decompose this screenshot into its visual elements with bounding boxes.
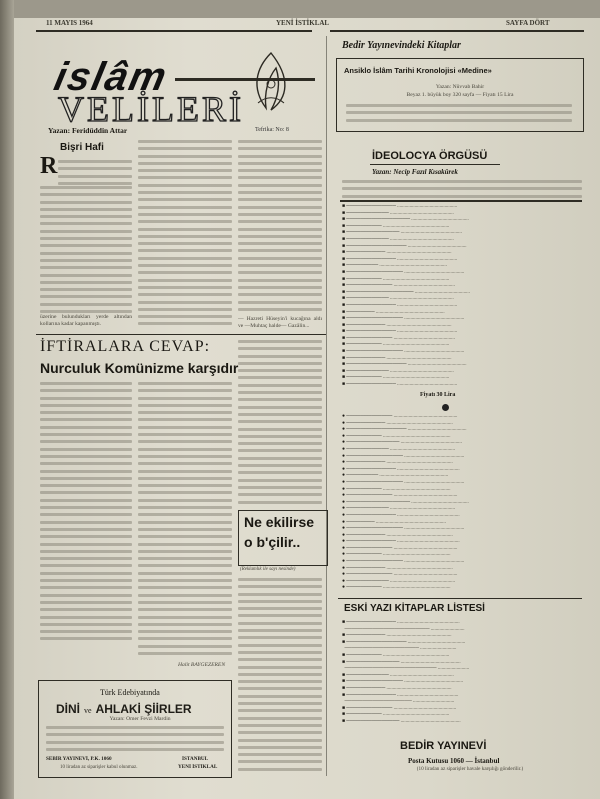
ideoloji-rule-2 bbox=[340, 200, 582, 202]
page-header bbox=[36, 16, 584, 30]
islam-author: Yazan: Feridüddin Attar bbox=[48, 126, 128, 135]
islam-col1-lead bbox=[58, 160, 132, 186]
ideoloji-rule bbox=[370, 164, 500, 165]
header-rule-right bbox=[330, 30, 584, 32]
ne-ekilirse-title: Ne ekilirse bbox=[244, 514, 315, 530]
islam-subhead: Bişri Hafi bbox=[60, 142, 104, 153]
ahlaki-label: AHLAKİ ŞİİRLER bbox=[95, 702, 192, 716]
ideoloji-heading: İDEOLOCYA ÖRGÜSÜ bbox=[372, 150, 488, 162]
bedir-heading: Bedir Yayınevindeki Kitaplar bbox=[342, 40, 461, 51]
ve-label: ve bbox=[84, 706, 92, 715]
bedir-footer-name: BEDİR YAYINEVİ bbox=[400, 740, 487, 752]
dini-label: DİNİ bbox=[56, 702, 80, 716]
ideoloji-list: ■ ────────────── ................................................ ■ ──────────── ................................................... ■ ────────────────── .............................................. ■ ────────── ..................................................... ■ ─────────────── ................................................. ■ ──────────── ................................................... ■ ───────────────── ............................................... ■ ─────────── .................................................... ■ ────────────── ................................................ ■ ───────── ...................................................... ■ ──────────────── ................................................ ■ ────────── ..................................................... ■ ───────────── ................................................. ■ ─────────────────── ............................................ ■ ──────────── ................................................... ■ ────────────── ................................................ ■ ──────── ....................................................... ■ ──────────────── ................................................ ■ ─────────── .................................................... ■ ────────────── ................................................ ■ ───────────── ................................................. ■ ────────── ..................................................... ■ ──────────────── ................................................ ■ ─────────── .................................................... ■ ───────────────── ............................................... ■ ──────────── ................................................... ■ ────────── ..................................................... ■ ────────────── ................................................ bbox=[342, 204, 470, 388]
bedir-book-title: Ansiklo İslâm Tarihi Kronolojisi «Medine» bbox=[344, 66, 492, 75]
turk-footer-right: İSTANBUL bbox=[182, 756, 209, 762]
header-page: SAYFA DÖRT bbox=[506, 19, 550, 27]
ne-ekilirse-subtitle: (Reklamlık ile sayı nesinde) bbox=[240, 567, 296, 572]
ideoloji-author: Yazan: Necip Fazıl Kısakürek bbox=[372, 168, 458, 176]
catalog-list: ● ───────────── ................................................... ● ─────────── ..................................................... ● ───────────────── ............................................... ● ────────── ...................................................... ● ─────────────── ................................................. ● ──────────── .................................................... ● ──────────────── ................................................ ● ─────────── ..................................................... ● ────────────── .................................................. ● ───────── ....................................................... ● ──────────────── ................................................ ● ────────── ...................................................... ● ───────────── ................................................... ● ────────────────── .............................................. ● ──────────── .................................................... ● ────────────── .................................................. ● ──────── ........................................................ ● ──────────────── ................................................ ● ─────────── ..................................................... ● ────────────── .................................................. ● ───────────── ................................................... ● ────────── ...................................................... ● ──────────────── ................................................ ● ─────────── ..................................................... ● ───────────── ................................................... ● ──────────── .................................................... ● ────────── ...................................................... bbox=[342, 414, 469, 591]
islam-title: islâm bbox=[50, 55, 173, 99]
header-rule-left bbox=[36, 30, 312, 32]
eski-rule bbox=[338, 598, 582, 599]
turk-footer-note: 10 liradan az siparişler kabul olunmaz. bbox=[60, 765, 138, 770]
ornament-icon bbox=[236, 48, 306, 118]
header-brand: YENİ İSTİKLAL bbox=[276, 19, 330, 27]
turk-footer-left: SEBİR YAYINEVİ, P.K. 1060 bbox=[46, 756, 112, 762]
drop-cap: R bbox=[40, 153, 58, 179]
header-date: 11 MAYIS 1964 bbox=[46, 19, 93, 27]
iftiralara-title: İFTİRALARA CEVAP: bbox=[40, 338, 211, 355]
bicilir-title: o b'çilir.. bbox=[244, 534, 301, 550]
ideoloji-intro bbox=[342, 180, 582, 200]
ideoloji-price: Fiyatı 30 Lira bbox=[420, 392, 456, 398]
iftiralara-signature: Halit BAYGEZEREN bbox=[178, 662, 226, 668]
section-rule-1 bbox=[36, 334, 326, 335]
page-fold-shadow bbox=[0, 0, 14, 799]
iftiralara-col2 bbox=[138, 382, 232, 662]
islam-col2-body bbox=[138, 140, 232, 330]
turk-edebiyati-author: Yazan: Ömer Fevzi Mardin bbox=[109, 716, 171, 722]
bedir-footer-address: Posta Kutusu 1060 — İstanbul bbox=[408, 757, 500, 765]
islam-col3-body bbox=[238, 140, 322, 316]
turk-edebiyati-text bbox=[46, 726, 224, 754]
eski-list: ■ ────────────── .................................................. ──────────────────────── ........................... ■ ─────────── .................................................... ■ ───────────────── .............................................. ───────────────────── ............................. ■ ────────── ..................................................... ■ ─────────────── ................................................ ────────────────────────── ......................... ■ ──────────── ................................................... ■ ──────────────── ............................................... ■ ─────────── .................................................... ■ ────────────── ................................................. ─────────────────── ................................. ■ ───────────── .................................................. ■ ────────── ..................................................... ■ ─────────────── ................................................ bbox=[342, 620, 470, 724]
nurculuk-title: Nurculuk Komünizme karşıdır bbox=[40, 360, 239, 376]
islam-col3-bottom: — Hazreti Hüseyin'i kucağına aldı ve —Muhtaç halde— Gazâlin... bbox=[238, 316, 322, 330]
islam-episode: Tefrika: No: 8 bbox=[255, 127, 289, 133]
islam-col1-body bbox=[40, 186, 132, 314]
column3-mid-body bbox=[238, 340, 322, 508]
eski-heading: ESKİ YAZI KİTAPLAR LİSTESİ bbox=[344, 603, 485, 614]
section-dot-icon bbox=[442, 404, 449, 411]
bedir-footer-note: (10 liradan az siparişler havale karşılığı gönderilir.) bbox=[416, 766, 524, 772]
iftiralara-col1 bbox=[40, 382, 132, 650]
bedir-line2: Beyaz 1. büyük boy 320 sayfa — Fiyatı 15 Lira bbox=[406, 92, 514, 98]
turk-footer-right2: YENİ İSTİKLAL bbox=[178, 764, 218, 770]
veliler-title: VELİLERİ bbox=[58, 89, 244, 129]
bedir-box-text bbox=[346, 104, 572, 126]
islam-col1-ending: üzerine bulundukları yerde altından kollarına kadar kapanmıştı. bbox=[40, 314, 132, 328]
bedir-line1: Yazan: Nüvvab Bahir bbox=[435, 84, 485, 90]
turk-edebiyati-line1: Türk Edebiyatında bbox=[100, 688, 160, 697]
ne-ekilirse-body bbox=[238, 578, 322, 776]
column-divider bbox=[326, 36, 327, 776]
